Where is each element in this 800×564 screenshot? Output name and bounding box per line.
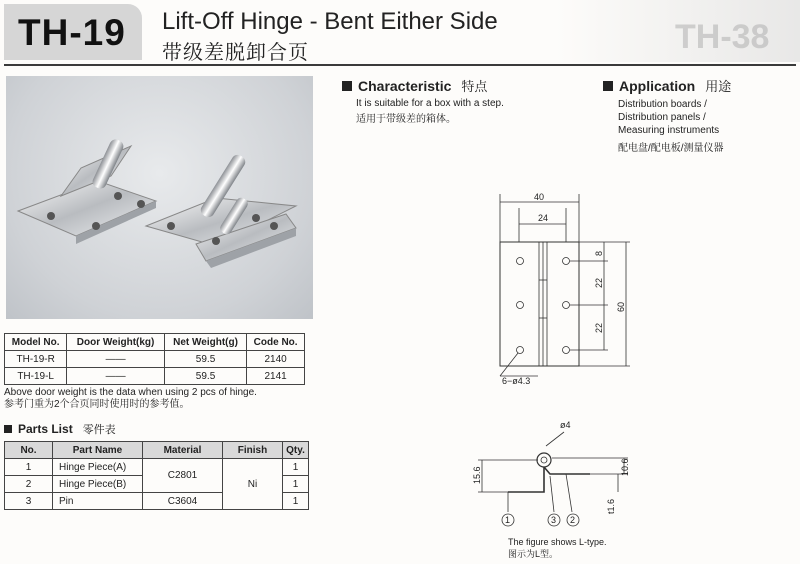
table-row	[5, 368, 305, 385]
cell-material: C2801	[143, 459, 223, 493]
product-title-cn: 带级差脱卸合页	[162, 42, 309, 64]
characteristic-text: It is suitable for a box with a step.	[356, 98, 504, 109]
product-photo	[6, 76, 313, 319]
dim-side-right: 10.6	[620, 458, 630, 476]
application-line-3: Measuring instruments	[618, 125, 720, 136]
cell-part-name: Hinge Piece(A)	[53, 459, 143, 476]
cell-qty: 1	[283, 459, 309, 476]
heading-square-icon	[603, 81, 613, 91]
dim-width: 40	[534, 192, 545, 202]
heading-square-icon	[4, 425, 12, 433]
front-view-drawing	[478, 190, 638, 395]
show-through-area	[555, 0, 800, 62]
table-row	[5, 459, 309, 476]
cell-door-weight: ——	[67, 368, 165, 385]
product-title: Lift-Off Hinge - Bent Either Side	[162, 8, 498, 35]
col-no: No.	[5, 442, 53, 459]
cell-part-name: Hinge Piece(B)	[53, 476, 143, 493]
dim-height: 60	[616, 301, 626, 312]
application-line-1: Distribution boards /	[618, 99, 707, 110]
cell-code: 2140	[247, 351, 305, 368]
side-view-drawing	[468, 418, 648, 564]
cell-model: TH-19-R	[5, 351, 67, 368]
col-qty: Qty.	[283, 442, 309, 459]
cell-part-name: Pin	[53, 493, 143, 510]
model-badge	[4, 4, 142, 60]
col-material: Material	[143, 442, 223, 459]
cell-finish: Ni	[223, 459, 283, 510]
table-header-row	[5, 334, 305, 351]
weight-note	[4, 387, 257, 411]
col-model: Model No.	[5, 334, 67, 351]
dim-mid-1: 22	[594, 277, 604, 288]
heading-square-icon	[342, 81, 352, 91]
cell-net-weight: 59.5	[164, 368, 246, 385]
cell-material: C3604	[143, 493, 223, 510]
cell-model: TH-19-L	[5, 368, 67, 385]
col-door-weight: Door Weight(kg)	[67, 334, 165, 351]
header-rule	[4, 64, 796, 66]
dim-top: 8	[594, 250, 604, 256]
note-line-cn: 参考门重为2个合页同时使用时的参考值。	[4, 399, 190, 410]
parts-table	[4, 441, 309, 510]
cell-net-weight: 59.5	[164, 351, 246, 368]
col-code: Code No.	[247, 334, 305, 351]
cell-door-weight: ——	[67, 351, 165, 368]
cell-qty: 1	[283, 476, 309, 493]
parts-heading: Parts List 零件表	[4, 421, 116, 437]
dim-mid-2: 22	[594, 322, 604, 333]
note-line: Above door weight is the data when using 2 pcs of hinge.	[4, 387, 257, 398]
pin-diameter: ø4	[560, 420, 571, 430]
characteristic-text-cn: 适用于带级差的箱体。	[356, 114, 456, 125]
col-net-weight: Net Weight(g)	[164, 334, 246, 351]
spec-table	[4, 333, 305, 385]
caption-cn: 图示为L型。	[508, 549, 559, 559]
model-number: TH-19	[18, 12, 126, 53]
cell-qty: 1	[283, 493, 309, 510]
table-row	[5, 351, 305, 368]
callout-1: 1	[505, 515, 511, 525]
cell-no: 2	[5, 476, 53, 493]
col-finish: Finish	[223, 442, 283, 459]
application-heading: Application 用途	[603, 76, 731, 95]
col-part-name: Part Name	[53, 442, 143, 459]
callout-3: 3	[551, 515, 557, 525]
cell-code: 2141	[247, 368, 305, 385]
thickness: t1.6	[606, 498, 616, 514]
application-line-2: Distribution panels /	[618, 112, 706, 123]
dim-inner: 24	[538, 213, 549, 223]
callout-2: 2	[570, 515, 576, 525]
show-through-text: TH-38	[675, 18, 770, 56]
characteristic-heading: Characteristic 特点	[342, 76, 487, 95]
table-header-row	[5, 442, 309, 459]
caption-en: The figure shows L-type.	[508, 537, 607, 547]
cell-no: 3	[5, 493, 53, 510]
application-line-cn: 配电盘/配电板/测量仪器	[618, 143, 724, 154]
dim-side-left: 15.6	[472, 466, 482, 484]
hole-spec: 6−ø4.3	[502, 376, 531, 386]
cell-no: 1	[5, 459, 53, 476]
